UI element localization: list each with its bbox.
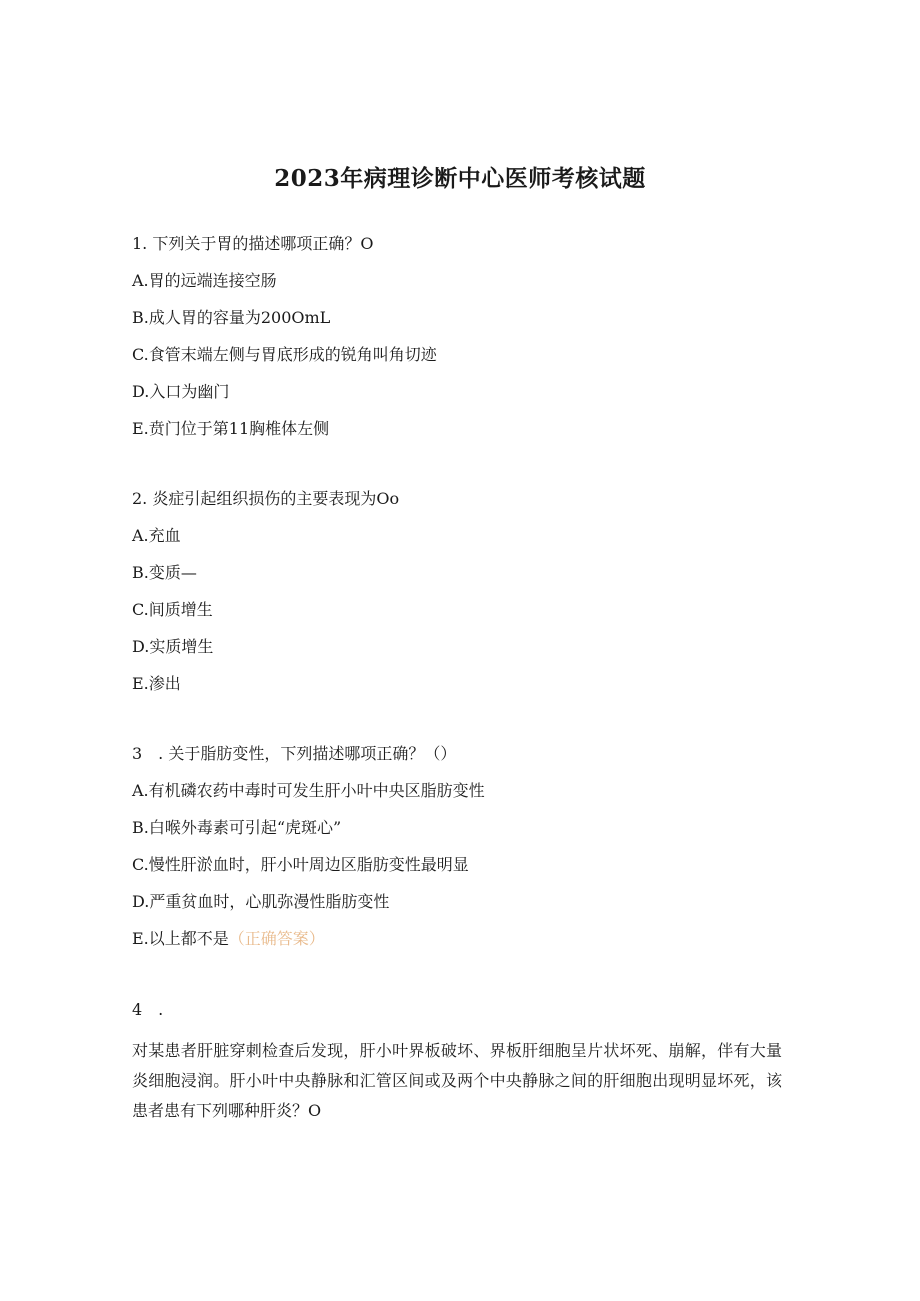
- question-1-option-d: D.入口为幽门: [132, 382, 230, 401]
- question-1-option-c: C.食管末端左侧与胃底形成的锐角叫角切迹: [132, 345, 437, 364]
- question-2-option-a: A.充血: [132, 526, 181, 545]
- question-3-option-e: [132, 929, 325, 949]
- question-4-paragraph: 对某患者肝脏穿刺检查后发现，肝小叶界板破坏、界板肝细胞呈片状坏死、崩解，伴有大量炎细胞浸润。肝小叶中央静脉和汇管区间或及两个中央静脉之间的肝细胞出现明显坏死，该患者患有下列哪种肝炎？O: [132, 1041, 782, 1120]
- question-2-option-c: C.间质增生: [132, 600, 213, 619]
- page-title: 2023年病理诊断中心医师考核试题: [274, 165, 646, 192]
- question-2-option-e: E.渗出: [132, 674, 181, 693]
- question-1-option-e: E.贲门位于第11胸椎体左侧: [132, 419, 330, 438]
- question-4-stem: 4 .: [132, 1000, 164, 1019]
- question-3-option-b: B.白喉外毒素可引起“虎斑心”: [132, 818, 342, 837]
- question-3-option-d: D.严重贫血时，心肌弥漫性脂肪变性: [132, 892, 390, 911]
- question-1-option-a: A.胃的远端连接空肠: [132, 271, 277, 290]
- question-3-option-a: A.有机磷农药中毒时可发生肝小叶中央区脂肪变性: [132, 781, 485, 800]
- question-3-option-e-text: E.以上都不是: [132, 929, 229, 948]
- question-2-stem: 2. 炎症引起组织损伤的主要表现为Oo: [132, 489, 400, 508]
- question-3-option-c: C.慢性肝淤血时，肝小叶周边区脂肪变性最明显: [132, 855, 469, 874]
- question-2-option-b: B.变质—: [132, 563, 197, 582]
- correct-answer-mark: （正确答案）: [228, 929, 325, 948]
- question-1-option-b: B.成人胃的容量为200OmL: [132, 308, 331, 327]
- question-2-option-d: D.实质增生: [132, 637, 214, 656]
- question-1-stem: 1. 下列关于胃的描述哪项正确？O: [132, 234, 374, 253]
- question-3-stem: 3 . 关于脂肪变性，下列描述哪项正确？（）: [132, 744, 457, 763]
